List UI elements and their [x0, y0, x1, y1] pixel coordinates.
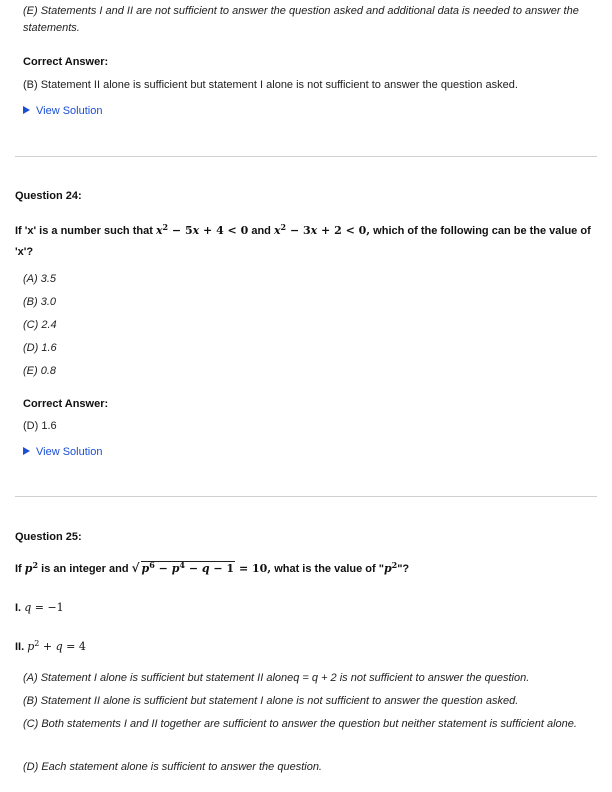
- inequality-2: $x^2 - 3x + 2 < 0$,: [273, 222, 371, 237]
- option-e-previous: (E) Statements I and II are not sufficient to answer the question asked and additional data is needed to answer the statements.: [23, 5, 579, 34]
- statement-1-label: I.: [15, 602, 22, 614]
- stem-text: If: [15, 563, 22, 575]
- stem-text-2: is an integer and: [41, 563, 129, 575]
- p-squared-quoted: $p^2$: [383, 560, 398, 575]
- disclosure-triangle-icon: [23, 447, 30, 455]
- inequality-1: $x^2 - 5x + 4 < 0$: [155, 222, 249, 237]
- option-b: (B) Statement II alone is sufficient but statement I alone is not sufficient to answer the question asked.: [23, 695, 519, 707]
- sqrt-equation: √ $p^6 - p^4 - q - 1 = 10$,: [131, 560, 272, 575]
- option-c: (C) Both statements I and II together are sufficient to answer the question but neither statement is sufficient alone.: [23, 718, 577, 730]
- view-solution-link[interactable]: View Solution: [36, 446, 103, 458]
- option-e: (E) 0.8: [23, 365, 57, 377]
- stem-and: and: [251, 225, 271, 237]
- stem-text-4: "?: [397, 563, 410, 575]
- option-a: (A) 3.5: [23, 273, 57, 285]
- stem-text: If 'x' is a number such that: [15, 225, 153, 237]
- correct-answer-text: (B) Statement II alone is sufficient but statement I alone is not sufficient to answer the question asked.: [23, 79, 518, 91]
- option-b: (B) 3.0: [23, 296, 57, 308]
- correct-answer-label: Correct Answer:: [23, 398, 109, 410]
- option-d: (D) Each statement alone is sufficient to answer the question.: [23, 761, 322, 773]
- option-c: (C) 2.4: [23, 319, 57, 331]
- stem-text-2: which of the following can be the value of 'x'?: [15, 225, 591, 258]
- view-solution-toggle[interactable]: [23, 101, 102, 119]
- statement-1: [15, 601, 64, 614]
- statement-2: [15, 640, 86, 653]
- statement-1-expr: q = −1: [24, 601, 64, 614]
- option-d: (D) 1.6: [23, 342, 57, 354]
- divider: [15, 496, 597, 497]
- divider: [15, 156, 597, 157]
- question-25-stem: [15, 561, 600, 575]
- question-24-title: Question 24:: [15, 190, 82, 202]
- question-24-stem: [15, 220, 600, 263]
- p-squared: $p^2$: [24, 560, 39, 575]
- correct-answer-text: (D) 1.6: [23, 420, 57, 432]
- statement-2-expr: $p^2 + q = 4$: [27, 639, 86, 653]
- view-solution-link[interactable]: View Solution: [36, 105, 103, 117]
- statement-2-label: II.: [15, 641, 25, 653]
- option-a: (A) Statement I alone is sufficient but statement II aloneq = q + 2 is not sufficient to answer the question.: [23, 672, 530, 684]
- correct-answer-label: Correct Answer:: [23, 56, 109, 68]
- disclosure-triangle-icon: [23, 106, 30, 114]
- stem-text-3: what is the value of ": [274, 563, 384, 575]
- view-solution-toggle[interactable]: [23, 442, 102, 460]
- question-25-title: Question 25:: [15, 531, 82, 543]
